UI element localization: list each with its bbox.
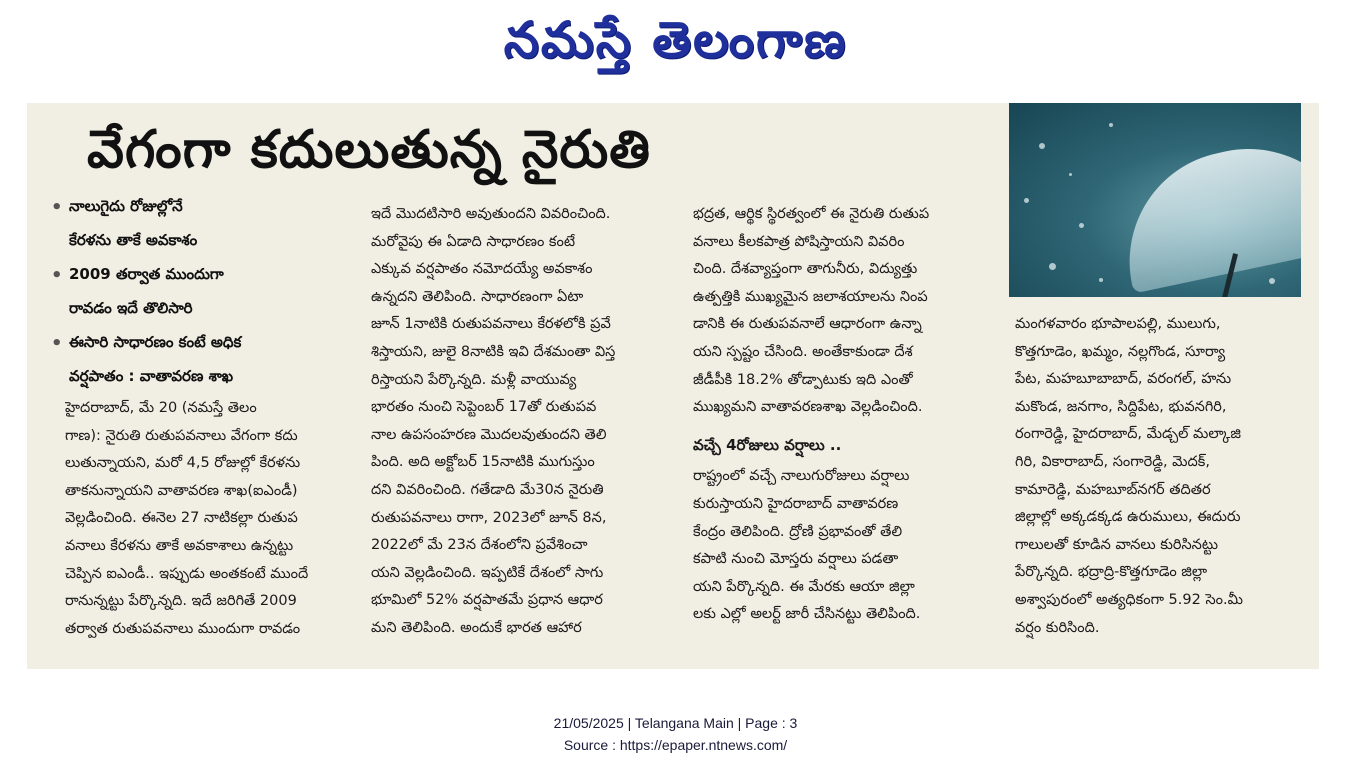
bullet-item: • నాలుగైదు రోజుల్లోనే కేరళను తాకే అవకాశం bbox=[49, 189, 349, 257]
headline: వేగంగా కదులుతున్న నైరుతి bbox=[87, 120, 651, 180]
article-column-2: ఇదే మొదటిసారి అవుతుందని వివరించింది. మరోవైపు ఈ ఏడాది సాధారణం కంటే ఎక్కువ వర్షపాతం నమోదయ్యే అవకాశం ఉన్నదని తెలిపింది. సాధారణంగా ఏటా జూన్ 1నాటికి రుతుపవనాలు కేరళలోకి ప్రవే శిస్తాయని, జులై 8నాటికి ఇవి దేశమంతా విస్త రిస్తాయని పేర్కొన్నది. మళ్లీ వాయువ్య భారతం నుంచి సెప్టెంబర్ 17తో రుతుపవ నాల ఉపసంహరణ మొదలవుతుందని తెలి పింది. అది అక్టోబర్ 15నాటికి ముగుస్తుం దని వివరించింది. గతేడాది మే30న నైరుతి రుతుపవనాలు రాగా, 2023లో జూన్ 8న, 2022లో మే 23న దేశంలోని ప్రవేశించా యని వెల్లడించింది. ఇప్పటికే దేశంలో సాగు భూమిలో 52% వర్షపాతమే ప్రధాన ఆధార మని తెలిపింది. అందుకే భారత ఆహార bbox=[371, 206, 616, 636]
umbrella-icon bbox=[1109, 128, 1301, 293]
bullet-dot-icon: • bbox=[51, 333, 63, 354]
edition-info: 21/05/2025 | Telangana Main | Page : 3 bbox=[553, 715, 798, 731]
page-footer bbox=[0, 712, 1351, 756]
source-link[interactable]: Source : https://epaper.ntnews.com/ bbox=[563, 737, 788, 753]
bullet-points bbox=[49, 189, 349, 393]
bullet-item: • ఈసారి సాధారణం కంటే అధిక వర్షపాతం : వాతావరణ శాఖ bbox=[49, 325, 349, 393]
article-column-4: మంగళవారం భూపాలపల్లి, ములుగు, కొత్తగూడెం, ఖమ్మం, నల్లగొండ, సూర్యా పేట, మహబూబాబాద్, వరంగల్, హను మకొండ, జనగాం, సిద్దిపేట, భువనగిరి, రంగారెడ్డి, హైదరాబాద్, మేడ్చల్ మల్కాజి గిరి, వికారాబాద్, సంగారెడ్డి, మెదక్, కామారెడ్డి, మహబూబ్‌నగర్ తదితర జిల్లాల్లో అక్కడక్కడ ఉరుములు, ఈదురు గాలులతో కూడిన వానలు కురిసినట్టు పేర్కొన్నది. భద్రాద్రి-కొత్తగూడెం జిల్లా అశ్వాపురంలో అత్యధికంగా 5.92 సెం.మీ వర్షం కురిసింది. bbox=[1015, 316, 1243, 636]
subheading: వచ్చే 4రోజులు వర్షాలు .. bbox=[693, 435, 842, 454]
rain-umbrella-photo bbox=[1009, 103, 1301, 297]
bullet-dot-icon: • bbox=[51, 265, 63, 286]
newspaper-logo: నమస్తే తెలంగాణ bbox=[503, 11, 848, 69]
news-clipping bbox=[27, 103, 1319, 669]
masthead bbox=[0, 4, 1351, 76]
bullet-item: • 2009 తర్వాత ముందుగా రావడం ఇదే తొలిసారి bbox=[49, 257, 349, 325]
article-column-1: హైదరాబాద్, మే 20 (నమస్తే తెలం గాణ): నైరుతి రుతుపవనాలు వేగంగా కదు లుతున్నాయని, మరో 4,5 రోజుల్లో కేరళను తాకనున్నాయని వాతావరణ శాఖ(ఐఎండీ) వెల్లడించింది. ఈనెల 27 నాటికల్లా రుతుప వనాలు కేరళను తాకే అవకాశాలు ఉన్నట్టు చెప్పిన ఐఎండీ.. ఇప్పుడు అంతకంటే ముందే రానున్నట్టు పేర్కొన్నది. ఇదే జరిగితే 2009 తర్వాత రుతుపవనాలు ముందుగా రావడం bbox=[65, 400, 309, 637]
article-column-3: భద్రత, ఆర్థిక స్థిరత్వంలో ఈ నైరుతి రుతుప వనాలు కీలకపాత్ర పోషిస్తాయని వివరిం చింది. దేశవ్యాప్తంగా తాగునీరు, విద్యుత్తు ఉత్పత్తికి ముఖ్యమైన జలాశయాలను నింప డానికి ఈ రుతుపవనాలే ఆధారంగా ఉన్నా యని స్పష్టం చేసింది. అంతేకాకుండా దేశ జీడీపీకి 18.2% తోడ్పాటుకు ఇది ఎంతో ముఖ్యమని వాతావరణశాఖ వెల్లడించింది. వచ్చే 4రోజులు వర్షాలు .. రాష్ట్రంలో వచ్చే నాలుగురోజులు వర్షాలు కురుస్తాయని హైదరాబాద్ వాతావరణ కేంద్రం తెలిపింది. ద్రోణి ప్రభావంతో తేలి కపాటి నుంచి మోస్తరు వర్షాలు పడతా యని పేర్కొన్నది. ఈ మేరకు ఆయా జిల్లా లకు ఎల్లో అలర్ట్ జారీ చేసినట్టు తెలిపింది. bbox=[693, 201, 987, 629]
bullet-dot-icon: • bbox=[51, 197, 63, 218]
